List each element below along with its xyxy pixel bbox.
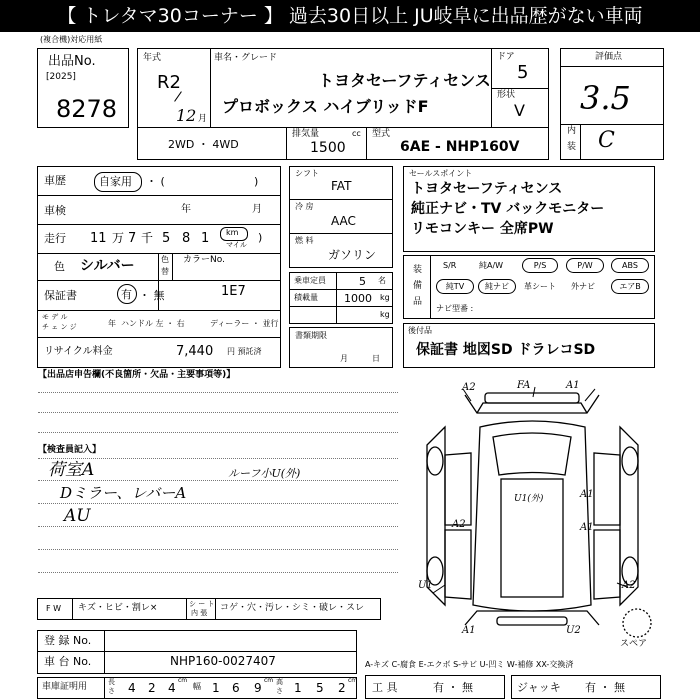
declaration-label: 【出品店申告欄(不良箇所・欠品・主要事項等)】 — [38, 370, 236, 380]
cooling-label: 冷 房 — [295, 202, 314, 211]
equip-pw: P/W — [566, 258, 604, 273]
recycle-value: 7,440 — [176, 344, 214, 359]
shaken-year: 年 — [181, 204, 191, 215]
height-d3: 2 — [338, 681, 346, 695]
mileage-unit-km: km — [226, 228, 239, 237]
damage-code-4: U1(外) — [514, 494, 544, 504]
cooling-value: AAC — [331, 214, 356, 228]
sales-label: セールスポイント — [409, 169, 473, 178]
drive-type: 2WD ・ 4WD — [168, 138, 239, 151]
damage-code-5: A1 — [580, 489, 594, 500]
year-label: 年式 — [143, 53, 162, 63]
registration-label: 登 録 No. — [44, 634, 92, 647]
height-unit: cm — [348, 677, 358, 684]
equip-abs: ABS — [611, 258, 649, 273]
blank-unit: kg — [380, 310, 390, 319]
len-d2: 2 — [148, 681, 156, 695]
shaken-label: 車検 — [44, 204, 66, 217]
width-d1: 1 — [212, 681, 220, 695]
tools-value: 有 ・ 無 — [433, 681, 473, 694]
equip-sr: S/R — [443, 261, 457, 270]
form-subtitle: (複合機)対応用紙 — [40, 35, 103, 44]
seats-label: 乗車定員 — [294, 276, 326, 285]
shift-label: シフト — [295, 169, 319, 178]
doors-label: ドア — [497, 52, 515, 62]
damage-code-1: A2 — [462, 382, 476, 393]
damage-code-6: A1 — [580, 522, 594, 533]
seats-value: 5 — [359, 275, 366, 288]
year-month: 12 — [176, 106, 197, 125]
mileage-label: 走行 — [44, 232, 66, 245]
seats-unit: 名 — [378, 276, 386, 285]
navi-model-label: ナビ型番 : — [436, 304, 474, 313]
interior-value: C — [598, 128, 615, 153]
doors-value: 5 — [517, 62, 529, 83]
car-damage-diagram — [405, 375, 660, 640]
jack-value: 有 ・ 無 — [585, 681, 625, 694]
chassis-label: 車 台 No. — [44, 655, 92, 668]
equip-label-3: 品 — [413, 297, 423, 307]
shift-value: FAT — [331, 179, 352, 193]
damage-legend: A-キズ C-腐食 E-エクボ S-サビ U-凹ミ W-補修 XX-交換済 — [365, 660, 574, 669]
sales-line-3: リモコンキー 全席PW — [411, 221, 554, 237]
load-unit: kg — [380, 293, 390, 302]
score-label: 評価点 — [595, 52, 623, 62]
lot-label: 出品No. — [48, 54, 96, 69]
tools-label: 工 具 — [372, 681, 398, 694]
shape-value: V — [514, 101, 525, 120]
mileage-man-unit: 万 — [112, 231, 125, 245]
seat-text: コゲ・穴・汚レ・シミ・破レ・スレ — [220, 603, 365, 613]
mileage-close: ) — [258, 231, 263, 244]
interior-label-2: 装 — [567, 142, 577, 152]
len-label-2: さ — [108, 687, 115, 695]
fuel-label: 燃 料 — [295, 236, 314, 245]
car-line-2: プロボックス ハイブリッドF — [222, 97, 429, 116]
height-d1: 1 — [294, 681, 302, 695]
equip-navi: 純ナビ — [478, 279, 516, 294]
color-value: シルバー — [80, 258, 135, 274]
handle-side: ハンドル 左 ・ 右 — [121, 319, 185, 328]
seat-label-1: シ ー ト — [189, 600, 215, 608]
spare-label: スペア — [620, 639, 648, 649]
model-label: 型式 — [372, 129, 391, 139]
banner: 【 トレタマ30コーナー 】 過去30日以上 JU岐阜に出品歴がない車両 — [0, 0, 700, 32]
equip-ext-navi: 外ナビ — [571, 282, 595, 291]
equip-airbag: エアB — [611, 279, 649, 294]
aftermarket-label: 後付品 — [408, 326, 432, 335]
aftermarket-value: 保証書 地図SD ドラレコSD — [416, 342, 596, 358]
displacement-value: 1500 — [310, 140, 346, 156]
mileage-digit-1: 7 — [128, 231, 137, 246]
len-d1: 4 — [128, 681, 136, 695]
warranty-yes: 有 — [121, 288, 132, 301]
sales-line-1: トヨタセーフティセンス — [411, 181, 563, 197]
history-value: 自家用 — [99, 175, 132, 188]
fuel-value: ガソリン — [328, 248, 377, 262]
lot-box — [37, 48, 129, 128]
width-label: 幅 — [193, 682, 201, 691]
color-code: 1E7 — [221, 284, 246, 299]
shape-label: 形状 — [497, 90, 516, 100]
height-label-2: さ — [276, 687, 283, 695]
damage-code-11: U2 — [566, 625, 581, 636]
damage-code-7: A2 — [452, 519, 466, 530]
height-label-1: 高 — [276, 678, 283, 686]
width-d3: 9 — [254, 681, 262, 695]
inspector-note-1: 荷室A — [48, 460, 95, 480]
score-value: 3.5 — [580, 79, 631, 117]
color-change-2: 替 — [161, 267, 169, 276]
docs-month: 月 — [340, 354, 348, 363]
len-d3: 4 — [168, 681, 176, 695]
damage-code-8: U1 — [418, 580, 433, 591]
recycle-label: リサイクル料金 — [44, 346, 113, 357]
color-code-label: カラーNo. — [183, 255, 225, 265]
color-change-1: 色 — [161, 255, 169, 264]
inspector-label: 【検査員記入】 — [38, 445, 102, 455]
seat-label-2: 内 張 — [191, 609, 208, 617]
fw-label: F W — [46, 604, 62, 613]
history-close: ) — [254, 175, 259, 188]
history-label: 車歴 — [44, 174, 66, 187]
garage-cert-label: 車庫証明用 — [42, 682, 88, 692]
inspector-note-3: AU — [64, 506, 91, 526]
mileage-unit-mile: マイル — [226, 241, 247, 249]
damage-code-10: A1 — [462, 625, 476, 636]
mileage-man: 11 — [90, 231, 107, 246]
model-change-label-2: チ ェ ン ジ — [42, 323, 77, 331]
history-rest: ・ ( — [146, 175, 165, 188]
model-value: 6AE - NHP160V — [400, 139, 520, 155]
lot-number: 8278 — [56, 95, 118, 123]
equip-tv: 純TV — [436, 279, 474, 294]
year-month-unit: 月 — [198, 114, 208, 124]
shaken-month: 月 — [252, 204, 262, 215]
model-change-year: 年 — [108, 319, 116, 328]
model-change-label-1: モ デ ル — [42, 313, 68, 321]
warranty-sep: ・ 無 — [139, 289, 165, 302]
warranty-label: 保証書 — [44, 289, 77, 302]
displacement-unit: cc — [352, 129, 361, 138]
len-label-1: 長 — [108, 678, 115, 686]
mileage-digit-2: 千 — [141, 231, 154, 245]
interior-label-1: 内 — [567, 126, 577, 136]
color-label: 色 — [54, 260, 65, 273]
displacement-label: 排気量 — [292, 129, 320, 139]
equip-ps: P/S — [522, 258, 558, 273]
docs-day: 日 — [372, 354, 380, 363]
inspector-note-2: Dミラー、レバーA — [60, 484, 187, 502]
jack-label: ジャッキ — [517, 681, 561, 694]
sales-line-2: 純正ナビ・TV バックモニター — [411, 201, 605, 217]
width-d2: 6 — [232, 681, 240, 695]
height-d2: 5 — [316, 681, 324, 695]
equip-label-1: 装 — [413, 265, 423, 275]
car-name-label: 車名・グレード — [214, 53, 278, 63]
equip-aw: 純A/W — [479, 261, 504, 270]
damage-code-9: A2 — [622, 580, 636, 591]
width-unit: cm — [264, 677, 274, 684]
mileage-digit-5: 1 — [201, 231, 210, 246]
dealer-type: ディーラー ・ 並行 — [210, 319, 279, 328]
len-unit: cm — [178, 677, 188, 684]
damage-code-2: FA — [517, 380, 531, 391]
equip-label-2: 備 — [413, 281, 423, 291]
lot-year-code: [2025] — [46, 72, 76, 82]
mileage-digit-3: 5 — [162, 231, 171, 246]
fw-text: キズ・ヒビ・割レ× — [78, 603, 158, 613]
equip-leather: 革シート — [524, 282, 556, 291]
car-line-1: トヨタセーフティセンス — [318, 71, 491, 90]
mileage-digit-4: 8 — [182, 231, 191, 246]
docs-label: 書類期限 — [295, 331, 327, 340]
inspector-side-note: ルーフ小U(外) — [228, 467, 301, 480]
load-value: 1000 — [344, 292, 372, 305]
recycle-unit: 円 預託済 — [227, 347, 262, 356]
damage-code-3: A1 — [566, 380, 580, 391]
load-label: 積載量 — [294, 293, 318, 302]
year-era: R2 — [157, 72, 181, 93]
chassis-number: NHP160-0027407 — [170, 654, 276, 668]
